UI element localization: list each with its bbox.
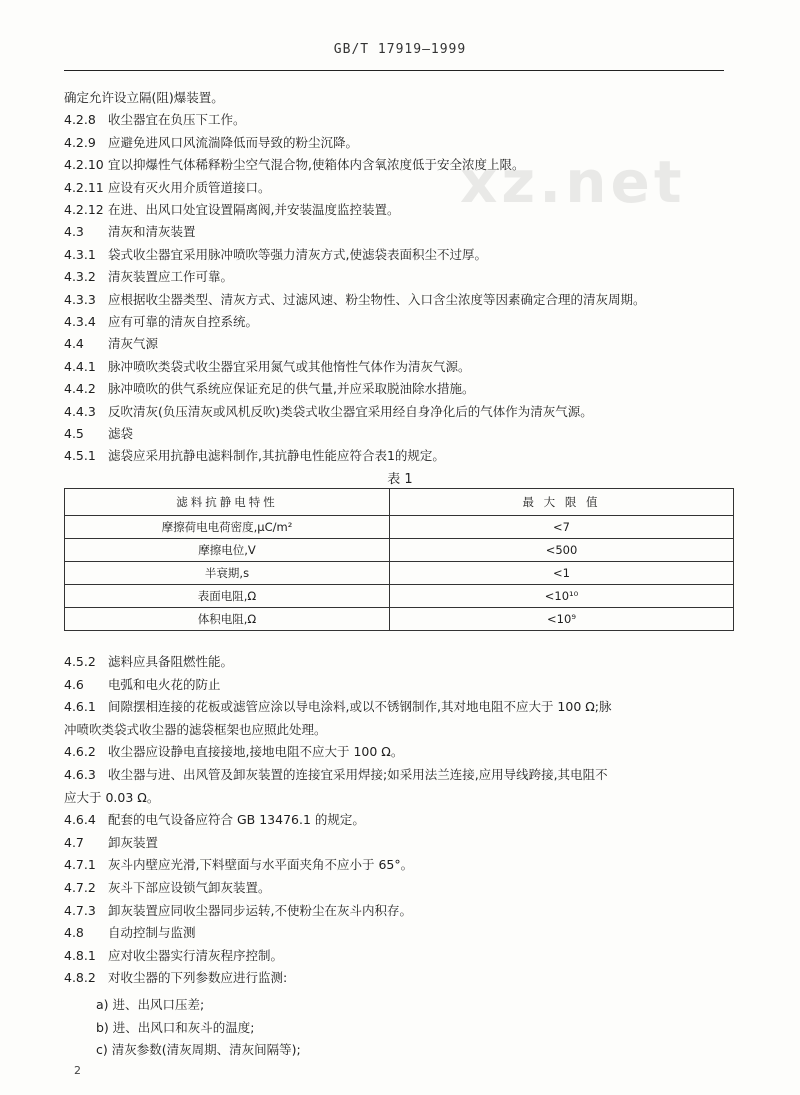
table-cell: 表面电阻,Ω bbox=[65, 585, 390, 608]
clause-number: 4.3.2 bbox=[64, 269, 96, 285]
clause-text: 应设有灭火用介质管道接口。 bbox=[108, 179, 271, 195]
clause-number: 4.6.4 bbox=[64, 812, 96, 828]
clause-number: 4.2.12 bbox=[64, 202, 104, 217]
clause-number: 4.2.9 bbox=[64, 134, 96, 150]
table-caption: 表 1 bbox=[387, 472, 413, 487]
clause-text: 收尘器应设静电直接接地,接地电阻不应大于 100 Ω。 bbox=[108, 744, 404, 760]
clause-number: 4.7 bbox=[64, 834, 84, 850]
clause-number: 4.4.3 bbox=[64, 403, 96, 419]
clause-text: 反吹清灰(负压清灰或风机反吹)类袋式收尘器宜采用经自身净化后的气体作为清灰气源。 bbox=[108, 403, 593, 419]
clause-number: 4.6.3 bbox=[64, 767, 96, 782]
sub-item: c) 清灰参数(清灰周期、清灰间隔等); bbox=[96, 1042, 301, 1057]
text-line bbox=[64, 426, 133, 442]
clause-text: 配套的电气设备应符合 GB 13476.1 的规定。 bbox=[108, 812, 365, 828]
table-cell: <10⁹ bbox=[390, 608, 734, 631]
clause-number: 4.4.2 bbox=[64, 381, 96, 397]
text-line bbox=[64, 90, 224, 106]
text-line bbox=[64, 948, 283, 964]
clause-text: 冲喷吹类袋式收尘器的滤袋框架也应照此处理。 bbox=[64, 721, 327, 737]
text-line bbox=[64, 654, 233, 670]
clause-number: 4.5.2 bbox=[64, 654, 96, 669]
clause-number: 4.6 bbox=[64, 676, 84, 692]
table-header-cell: 最 大 限 值 bbox=[390, 489, 734, 516]
clause-text: 卸灰装置应同收尘器同步运转,不使粉尘在灰斗内积存。 bbox=[108, 902, 412, 918]
spec-table bbox=[64, 488, 734, 631]
clause-number: 4.2.8 bbox=[64, 112, 96, 128]
text-line bbox=[64, 359, 471, 375]
table-header-row bbox=[65, 489, 734, 516]
clause-text: 灰斗内壁应光滑,下料壁面与水平面夹角不应小于 65°。 bbox=[108, 857, 414, 873]
table-row bbox=[65, 608, 734, 631]
text-line bbox=[64, 381, 474, 397]
clause-text: 电弧和电火花的防止 bbox=[108, 676, 221, 692]
clause-number: 4.6.1 bbox=[64, 699, 96, 715]
clause-text: 灰斗下部应设锁气卸灰装置。 bbox=[108, 880, 271, 895]
text-line bbox=[64, 157, 524, 173]
clause-text: 确定允许设立隔(阻)爆装置。 bbox=[64, 90, 224, 105]
text-line bbox=[64, 247, 487, 263]
clause-text: 应有可靠的清灰自控系统。 bbox=[108, 314, 259, 329]
text-line bbox=[64, 790, 159, 806]
text-line bbox=[64, 722, 327, 738]
clause-number: 4.6.2 bbox=[64, 744, 96, 760]
table-header-cell: 滤料抗静电特性 bbox=[65, 489, 390, 516]
text-line bbox=[64, 314, 258, 330]
table-row bbox=[65, 585, 734, 608]
clause-text: 清灰气源 bbox=[108, 336, 159, 352]
clause-number: 4.2.10 bbox=[64, 157, 104, 173]
table-cell: 体积电阻,Ω bbox=[65, 608, 390, 631]
clause-number: 4.3.3 bbox=[64, 291, 96, 307]
clause-text: 清灰装置应工作可靠。 bbox=[108, 269, 234, 285]
table-cell: <10¹⁰ bbox=[390, 585, 734, 608]
header-rule bbox=[64, 70, 724, 71]
text-line bbox=[64, 880, 271, 896]
clause-number: 4.3 bbox=[64, 224, 84, 240]
clause-text: 应避免进风口风流湍降低而导致的粉尘沉降。 bbox=[108, 134, 359, 150]
clause-number: 4.8.1 bbox=[64, 947, 96, 963]
text-line bbox=[64, 812, 365, 828]
table-row bbox=[65, 516, 734, 539]
sub-item: b) 进、出风口和灰斗的温度; bbox=[96, 1019, 255, 1035]
clause-text: 应根据收尘器类型、清灰方式、过滤风速、粉尘物性、入口含尘浓度等因素确定合理的清灰周期。 bbox=[108, 291, 646, 307]
clause-number: 4.7.2 bbox=[64, 880, 96, 895]
text-line bbox=[64, 903, 412, 919]
text-line bbox=[64, 224, 196, 240]
table-row bbox=[65, 562, 734, 585]
clause-number: 4.5.1 bbox=[64, 448, 96, 464]
clause-text: 滤袋 bbox=[108, 426, 134, 441]
text-line bbox=[64, 744, 403, 760]
text-line bbox=[64, 835, 158, 851]
clause-number: 4.2.11 bbox=[64, 179, 104, 195]
text-line bbox=[64, 336, 158, 352]
text-line bbox=[64, 767, 608, 783]
table-cell: <1 bbox=[390, 562, 734, 585]
clause-text: 应大于 0.03 Ω。 bbox=[64, 789, 160, 805]
table-row bbox=[65, 539, 734, 562]
page-number: 2 bbox=[74, 1064, 81, 1077]
clause-number: 4.3.1 bbox=[64, 246, 96, 262]
table-cell: 摩擦电位,V bbox=[65, 539, 390, 562]
clause-text: 脉冲喷吹的供气系统应保证充足的供气量,并应采取脱油除水措施。 bbox=[108, 381, 475, 397]
text-line bbox=[64, 404, 593, 420]
clause-text: 卸灰装置 bbox=[108, 834, 159, 850]
clause-number: 4.8 bbox=[64, 925, 84, 941]
text-line bbox=[64, 292, 646, 308]
text-line bbox=[64, 112, 246, 128]
text-line bbox=[64, 202, 399, 218]
clause-text: 脉冲喷吹类袋式收尘器宜采用氮气或其他惰性气体作为清灰气源。 bbox=[108, 358, 471, 374]
clause-text: 清灰和清灰装置 bbox=[108, 224, 196, 240]
clause-number: 4.7.1 bbox=[64, 857, 96, 873]
text-line bbox=[64, 970, 287, 986]
text-line bbox=[64, 925, 196, 941]
text-line bbox=[64, 180, 271, 196]
text-line bbox=[64, 857, 413, 873]
table-cell: <7 bbox=[390, 516, 734, 539]
clause-text: 袋式收尘器宜采用脉冲喷吹等强力清灰方式,使滤袋表面积尘不过厚。 bbox=[108, 246, 487, 262]
table-cell: 摩擦荷电电荷密度,μC/m² bbox=[65, 516, 390, 539]
clause-text: 宜以抑爆性气体稀释粉尘空气混合物,使箱体内含氧浓度低于安全浓度上限。 bbox=[108, 157, 525, 173]
clause-text: 滤料应具备阻燃性能。 bbox=[108, 654, 234, 669]
text-line bbox=[64, 269, 233, 285]
clause-text: 自动控制与监测 bbox=[108, 925, 196, 941]
clause-number: 4.7.3 bbox=[64, 902, 96, 918]
clause-text: 应对收尘器实行清灰程序控制。 bbox=[108, 947, 284, 963]
text-line bbox=[64, 677, 221, 693]
sub-item: a) 进、出风口压差; bbox=[96, 997, 205, 1012]
clause-number: 4.3.4 bbox=[64, 314, 96, 329]
table-cell: <500 bbox=[390, 539, 734, 562]
watermark: xz.net bbox=[460, 148, 686, 216]
clause-text: 滤袋应采用抗静电滤料制作,其抗静电性能应符合表1的规定。 bbox=[108, 448, 445, 464]
clause-number: 4.4.1 bbox=[64, 358, 96, 374]
table-cell: 半衰期,s bbox=[65, 562, 390, 585]
clause-number: 4.4 bbox=[64, 336, 84, 352]
text-line bbox=[64, 699, 612, 715]
clause-number: 4.5 bbox=[64, 426, 84, 441]
clause-text: 收尘器宜在负压下工作。 bbox=[108, 112, 246, 128]
text-line bbox=[64, 135, 358, 151]
clause-text: 收尘器与进、出风管及卸灰装置的连接宜采用焊接;如采用法兰连接,应用导线跨接,其电阻不 bbox=[108, 767, 608, 782]
clause-text: 间隙摆相连接的花板或滤管应涂以导电涂料,或以不锈钢制作,其对地电阻不应大于 100 Ω;脉 bbox=[108, 699, 612, 715]
clause-text: 对收尘器的下列参数应进行监测: bbox=[108, 970, 288, 986]
page-header: GB/T 17919—1999 bbox=[333, 42, 467, 57]
text-line bbox=[64, 448, 445, 464]
clause-number: 4.8.2 bbox=[64, 970, 96, 986]
clause-text: 在进、出风口处宜设置隔离阀,并安装温度监控装置。 bbox=[108, 202, 400, 217]
